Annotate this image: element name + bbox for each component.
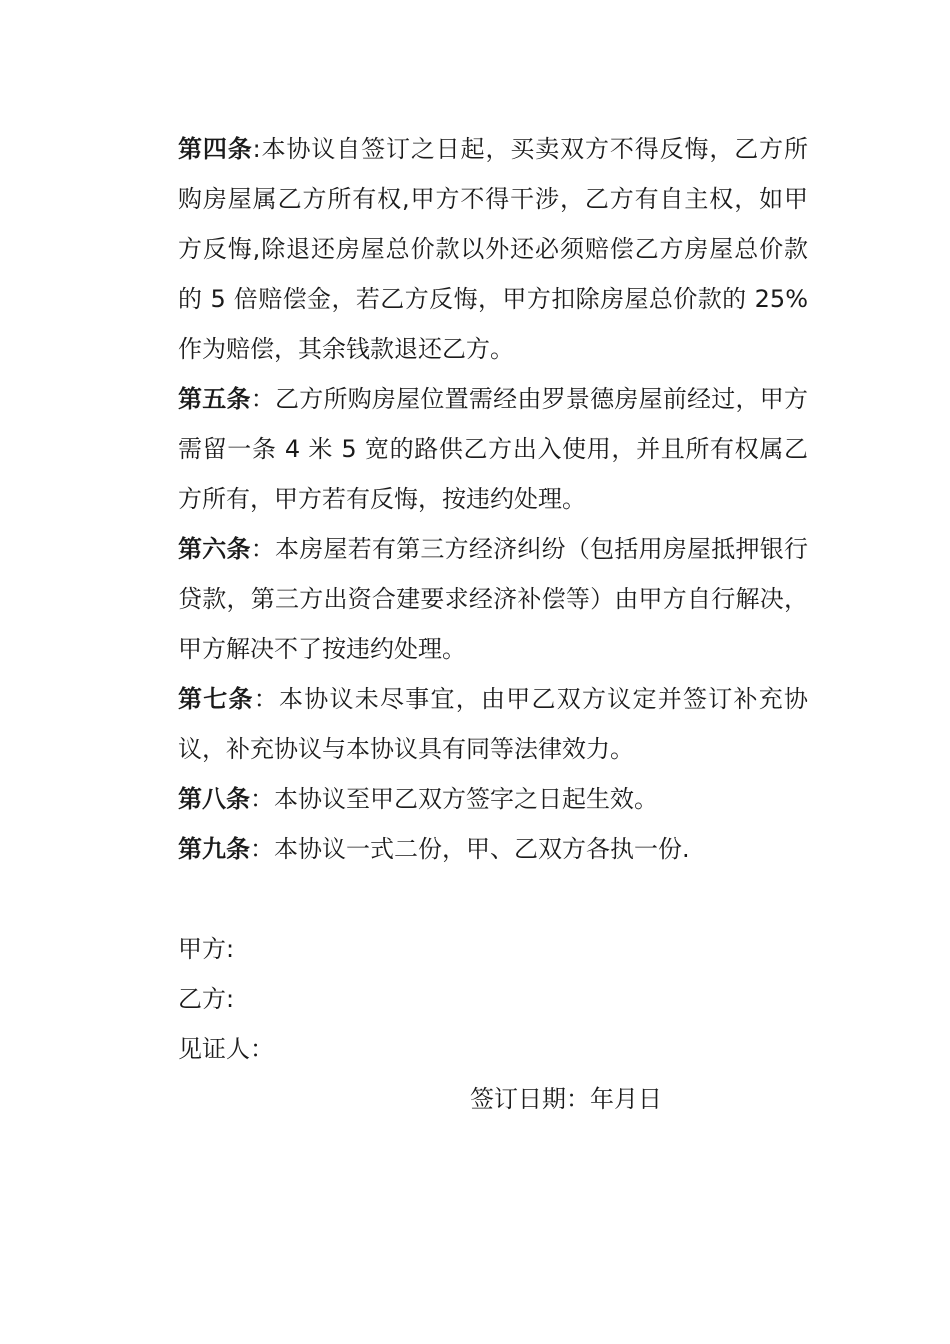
article-4 [178,124,808,374]
article-6 [178,524,808,674]
article-9 [178,824,808,874]
article-8-label: 第八条 [178,785,250,813]
article-7-text: ：本协议未尽事宜，由甲乙双方议定并签订补充协议，补充协议与本协议具有同等法律效力。 [178,685,808,763]
article-4-label: 第四条 [178,135,253,163]
party-b-signature-label: 乙方: [178,985,235,1013]
article-9-label: 第九条 [178,835,250,863]
article-5-text: ：乙方所购房屋位置需经由罗景德房屋前经过，甲方需留一条 4 米 5 宽的路供乙方出入使用，并且所有权属乙方所有，甲方若有反悔，按违约处理。 [178,385,809,513]
article-7 [178,674,808,774]
article-9-text: ：本协议一式二份，甲、乙双方各执一份. [250,835,690,863]
article-5-label: 第五条 [178,385,251,413]
article-5 [178,374,808,524]
article-7-label: 第七条 [178,685,254,713]
witness-signature-label: 见证人： [178,1035,274,1063]
blank-line [178,874,808,924]
document-body [178,124,808,1124]
article-8 [178,774,808,824]
article-6-label: 第六条 [178,535,251,563]
article-8-text: ：本协议至甲乙双方签字之日起生效。 [250,785,658,813]
party-a-signature-label: 甲方: [178,935,235,963]
article-6-text: ：本房屋若有第三方经济纠纷（包括用房屋抵押银行贷款，第三方出资合建要求经济补偿等）由甲方自行解决，甲方解决不了按违约处理。 [178,535,809,663]
article-4-text: :本协议自签订之日起，买卖双方不得反悔，乙方所购房屋属乙方所有权,甲方不得干涉，乙方有自主权，如甲方反悔,除退还房屋总价款以外还必须赔偿乙方房屋总价款的 5 倍赔偿金，若乙方反悔，甲方扣除房屋总价款的 25%作为赔偿，其余钱款退还乙方。 [178,135,809,363]
signing-date-label: 签订日期：年月日 [470,1085,662,1113]
